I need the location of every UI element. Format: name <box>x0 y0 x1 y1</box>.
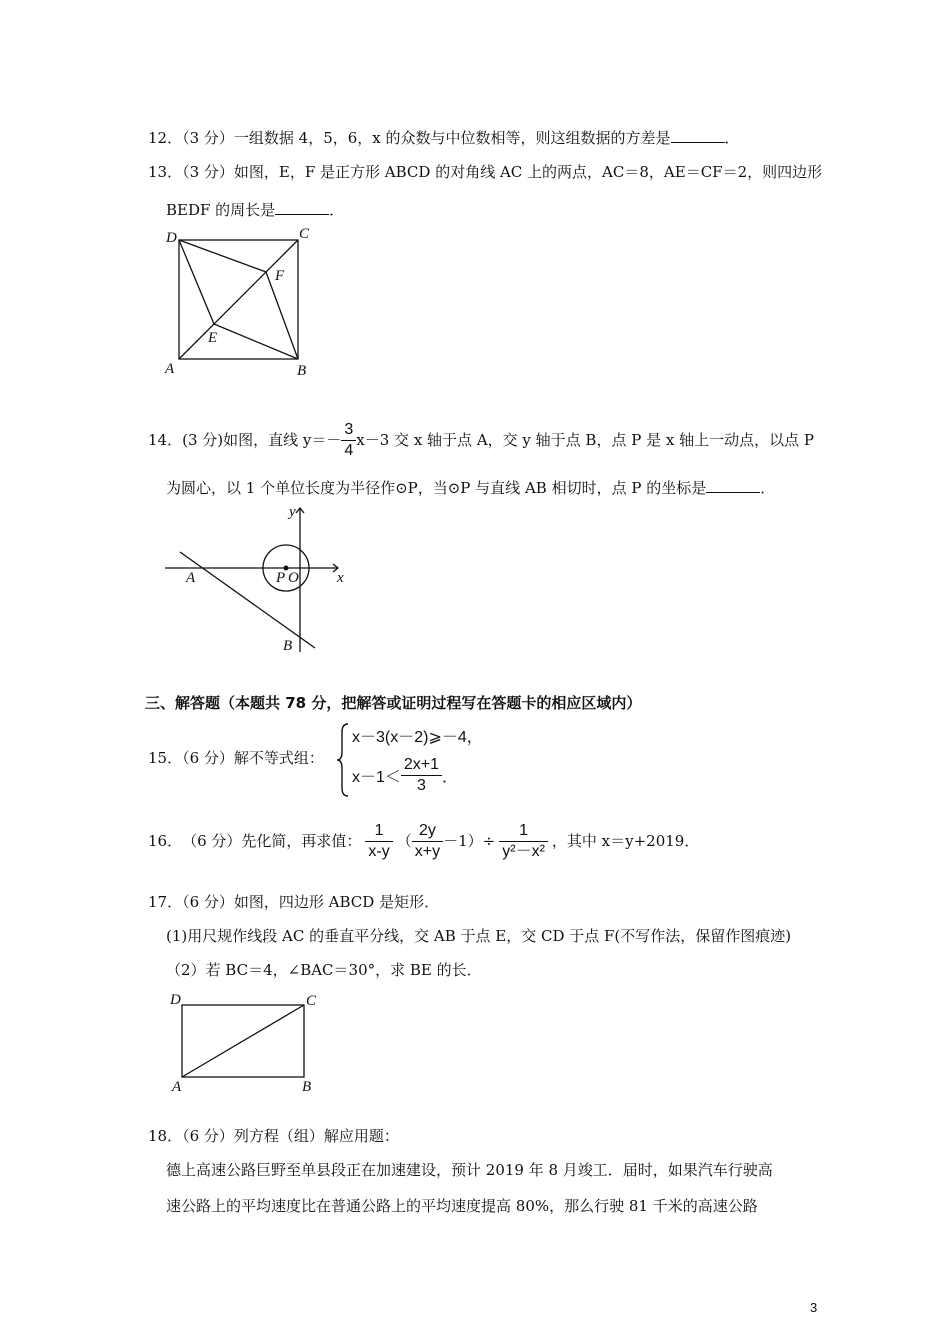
label-b: B <box>283 638 293 654</box>
q14-fraction: $\frac{3}{4}$ <box>341 420 356 461</box>
q12-answer-blank[interactable] <box>671 128 725 143</box>
diagonal-ac <box>182 1005 304 1077</box>
question-13-line1: 13．（3 分）如图，E，F 是正方形 ABCD 的对角线 AC 上的两点，AC＝8，AE＝CF＝2，则四边形 <box>148 163 823 181</box>
q12-score: （3 分） <box>182 129 234 147</box>
q17-part-2: （2）若 BC＝4，∠BAC＝30°，求 BE 的长． <box>166 961 482 979</box>
segment-de <box>179 240 214 324</box>
q16-fraction-3: $\frac{1}{\text{y²－x²}}$ <box>499 821 548 862</box>
q12-text: 一组数据 4，5，6，x 的众数与中位数相等，则这组数据的方差是 <box>233 129 671 147</box>
q14-answer-blank[interactable] <box>706 478 760 493</box>
question-14-line2: 为圆心，以 1 个单位长度为半径作⊙P，当⊙P 与直线 AB 相切时，点 P 的坐标是 ． <box>166 479 776 497</box>
coordinate-diagram <box>160 500 360 660</box>
question-15: 15．（6 分）解不等式组： <box>148 749 324 767</box>
label-c: C <box>306 993 317 1009</box>
square-diagram <box>160 222 330 382</box>
rectangle-diagram <box>160 986 330 1096</box>
q12-number: 12． <box>148 129 183 147</box>
label-b: B <box>297 363 307 379</box>
label-y: y <box>289 504 296 520</box>
label-a: A <box>172 1079 182 1095</box>
label-x: x <box>337 570 344 586</box>
diagonal-ac <box>179 240 298 359</box>
page-number: 3 <box>810 1300 818 1315</box>
system-brace <box>336 722 350 798</box>
label-a: A <box>186 570 196 586</box>
q15-inequality-1: x－3(x－2)⩾－4， <box>352 729 483 746</box>
label-d: D <box>166 230 177 246</box>
question-18: 18．（6 分）列方程（组）解应用题： <box>148 1127 399 1145</box>
q15-inequality-2: x－1＜ $\frac{2x+1}{3}$ ． <box>352 755 459 794</box>
question-14-line1: 14． (3 分) 如图，直线 y＝－ $\frac{3}{4}$ x－3 交 x 轴于点 A，交 y 轴于点 B，点 P 是 x 轴上一动点，以点 P <box>148 420 814 459</box>
q16-fraction-2: $\frac{2y}{x+y}$ <box>412 821 443 862</box>
q18-line-2: 速公路上的平均速度比在普通公路上的平均速度提高 80%，那么行驶 81 千米的高速公路 <box>166 1197 758 1215</box>
q17-part-1: (1)用尺规作线段 AC 的垂直平分线，交 AB 于点 E，交 CD 于点 F(不写作法，保留作图痕迹) <box>166 927 792 945</box>
q15-fraction: $\frac{2x+1}{3}$ <box>401 755 442 796</box>
question-13-line2: BEDF 的周长是 ． <box>166 201 345 219</box>
segment-df <box>179 240 266 272</box>
question-16: 16． （6 分） 先化简，再求值： $\frac{1}{x-y}$ （ $\frac{2y}{x+y}$ －1）÷ $\frac{1}{\text{y²－x²}}$ ，其中 x＝y+2019． <box>148 821 700 860</box>
label-d: D <box>170 992 181 1008</box>
label-e: E <box>208 330 218 346</box>
section-3-title: 三、解答题（本题共 78 分，把解答或证明过程写在答题卡的相应区域内） <box>145 694 642 712</box>
q16-fraction-1: $\frac{1}{x-y}$ <box>365 821 392 862</box>
line-ab <box>180 552 315 648</box>
label-b: B <box>302 1079 312 1095</box>
segment-fb <box>266 272 298 359</box>
label-f: F <box>275 268 285 284</box>
question-17: 17．（6 分）如图，四边形 ABCD 是矩形． <box>148 893 440 911</box>
question-12: 12．（3 分）一组数据 4，5，6，x 的众数与中位数相等，则这组数据的方差是 ． <box>148 129 740 147</box>
label-o: O <box>288 570 299 586</box>
q18-line-1: 德上高速公路巨野至单县段正在加速建设，预计 2019 年 8 月竣工．届时，如果汽车行驶高 <box>166 1161 773 1179</box>
segment-eb <box>214 324 298 359</box>
label-a: A <box>165 361 175 377</box>
label-c: C <box>299 226 310 242</box>
q13-text: 如图，E，F 是正方形 ABCD 的对角线 AC 上的两点，AC＝8，AE＝CF＝2，则四边形 <box>233 163 823 181</box>
q13-answer-blank[interactable] <box>275 200 329 215</box>
label-p: P <box>276 570 286 586</box>
